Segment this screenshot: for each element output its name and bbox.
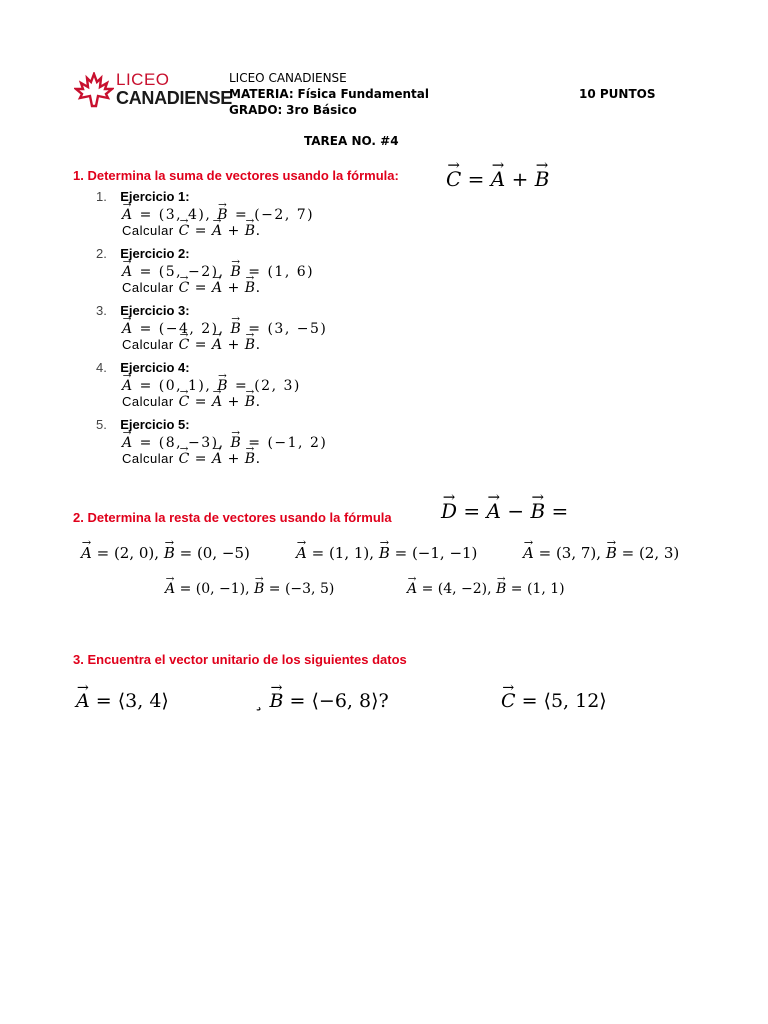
exercise-title: Ejercicio 2: [120,246,190,261]
materia-label: MATERIA: [229,87,294,101]
exercise-vectors: → A = (8, −3), → B = (−1, 2) [122,435,327,451]
unit-vector-a: → A = ⟨3, 4⟩ [76,690,169,712]
school-logo [74,70,233,110]
exercise-number: 5. [96,417,107,432]
header-info [229,70,429,118]
assignment-title: TAREA NO. #4 [304,134,399,148]
section1-heading: 1. Determina la suma de vectores usando la fórmula: [73,168,399,183]
maple-leaf-icon [74,72,114,108]
unit-vector-b: ¸ → B = ⟨−6, 8⟩? [254,690,389,712]
exercise-2 [96,245,314,296]
exercise-calc: Calcular → C = → A + → B. [122,280,314,296]
formula-vector-a: → A [491,167,505,191]
logo-text-bottom: CANADIENSE [116,88,233,108]
exercise-5 [96,416,327,467]
difference-pair-2: → A = (1, 1), → B = (−1, −1) [296,544,477,562]
exercise-4 [96,359,301,410]
exercise-number: 4. [96,360,107,375]
school-name: LICEO CANADIENSE [229,71,347,85]
sum-formula [446,167,549,191]
unit-vector-c: → C = ⟨5, 12⟩ [501,690,607,712]
exercise-title: Ejercicio 5: [120,417,190,432]
exercise-vectors: → A = (0, 1), → B = (2, 3) [122,378,301,394]
exercise-calc: Calcular → C = → A + → B. [122,337,327,353]
grado-line [229,102,429,118]
difference-formula: → D = → A − → B = [441,499,568,523]
formula-eq: = [461,167,491,191]
exercise-number: 3. [96,303,107,318]
section2-heading: 2. Determina la resta de vectores usando la fórmula [73,510,392,525]
exercise-1 [96,188,314,239]
exercise-number: 1. [96,189,107,204]
section3-heading: 3. Encuentra el vector unitario de los siguientes datos [73,652,407,667]
grado-value: 3ro Básico [286,103,357,117]
difference-pair-4: → A = (0, −1), → B = (−3, 5) [165,581,334,597]
exercise-calc: Calcular → C = → A + → B. [122,394,301,410]
materia-line [229,86,429,102]
exercise-number: 2. [96,246,107,261]
formula-vector-b: → B [535,167,550,191]
exercise-calc: Calcular → C = → A + → B. [122,451,327,467]
exercise-vectors: → A = (3, 4), → B = (−2, 7) [122,207,314,223]
difference-pair-5: → A = (4, −2), → B = (1, 1) [407,581,565,597]
exercise-title: Ejercicio 1: [120,189,190,204]
difference-pair-1: → A = (2, 0), → B = (0, −5) [81,544,250,562]
exercise-vectors: → A = (−4, 2), → B = (3, −5) [122,321,327,337]
exercise-vectors: → A = (5, −2), → B = (1, 6) [122,264,314,280]
difference-pair-3: → A = (3, 7), → B = (2, 3) [523,544,679,562]
points-label: 10 PUNTOS [579,87,656,101]
grado-label: GRADO: [229,103,283,117]
materia-value: Física Fundamental [297,87,429,101]
exercise-title: Ejercicio 4: [120,360,190,375]
exercise-3 [96,302,327,353]
exercise-title: Ejercicio 3: [120,303,190,318]
formula-vector-c: → C [446,167,461,191]
exercise-calc: Calcular → C = → A + → B. [122,223,314,239]
formula-op: + [505,167,535,191]
logo-text-top: LICEO [116,70,170,89]
